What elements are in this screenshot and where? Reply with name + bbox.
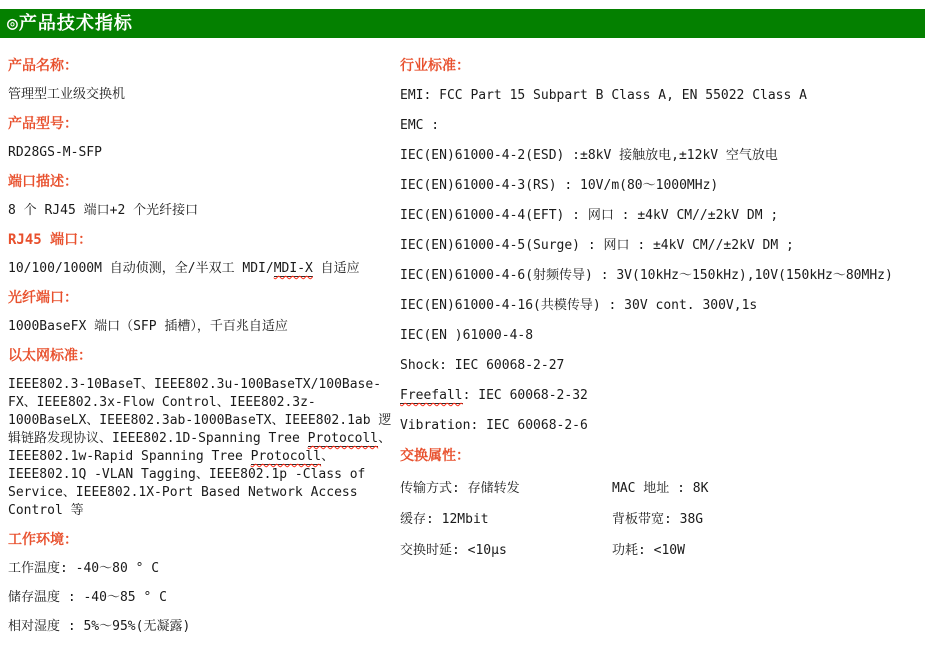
fiber-port-heading: 光纤端口：: [8, 290, 78, 306]
work-environment-line: 储存温度 : -40～85 ° C: [8, 590, 167, 605]
industry-standards-line: [400, 387, 938, 405]
rj45-port-heading: RJ45 端口：: [8, 232, 93, 248]
text-segment: IEEE802.3-10BaseT、IEEE802.3u-100BaseTX/100Base-FX、IEEE802.3x-Flow Control、IEEE802.3z-1000BaseLX、IEEE802.3ab-1000BaseTX、IEEE802.1ab 逻辑链路发现协议、IEEE802.1D-Spanning Tree: [8, 377, 392, 446]
misspelled-word: Protocoll: [250, 449, 322, 464]
misspelled-word: Protocoll: [307, 431, 379, 446]
work-environment-line: 工作温度: -40～80 ° C: [8, 561, 160, 576]
switching-properties-row: [400, 477, 938, 496]
product-name-heading: 产品名称：: [8, 58, 78, 74]
text-segment: IEC(EN )61000-4-8: [400, 328, 534, 343]
industry-standards-line: [400, 267, 938, 285]
industry-standards-line: [400, 207, 938, 225]
industry-standards-line: [400, 87, 938, 105]
switching-property: 交换时延: <10μs: [400, 543, 507, 558]
page-title: ◎产品技术指标: [7, 12, 133, 34]
industry-standards-line: [400, 357, 938, 375]
switching-properties-heading: 交换属性：: [400, 448, 470, 464]
text-segment: IEC(EN)61000-4-5(Surge) : 网口 : ±4kV CM//±2kV DM ;: [400, 238, 794, 253]
switching-property: 背板带宽: 38G: [612, 512, 704, 527]
text-segment: EMC :: [400, 118, 440, 133]
text-segment: 10/100/1000M 自动侦测，全/半双工 MDI/: [8, 261, 274, 276]
industry-standards-line: [400, 237, 938, 255]
text-segment: EMI: FCC Part 15 Subpart B Class A, EN 55022 Class A: [400, 88, 807, 103]
ethernet-standards-heading: 以太网标准：: [8, 348, 92, 364]
text-segment: : IEC 60068-2-32: [462, 388, 588, 403]
spec-content: [8, 57, 938, 647]
ethernet-standards-paragraph: [8, 376, 396, 520]
text-segment: 、IEEE802.1w-Rapid Spanning Tree: [8, 431, 392, 464]
misspelled-word: MDI-X: [273, 261, 313, 276]
industry-standards-line: [400, 417, 938, 435]
industry-standards-line: [400, 117, 938, 135]
switching-property: 功耗: <10W: [612, 543, 685, 558]
right-column: [400, 57, 938, 647]
product-model-value: RD28GS-M-SFP: [8, 145, 102, 160]
text-segment: Vibration: IEC 60068-2-6: [400, 418, 588, 433]
industry-standards-line: [400, 297, 938, 315]
industry-standards-line: [400, 327, 938, 345]
work-environment-line: 相对湿度 : 5%～95%(无凝露): [8, 619, 191, 634]
left-column: [8, 57, 396, 647]
port-description-heading: 端口描述：: [8, 174, 78, 190]
switching-property: MAC 地址 : 8K: [612, 481, 709, 496]
industry-standards-line: [400, 177, 938, 195]
text-segment: IEC(EN)61000-4-16(共模传导) : 30V cont. 300V,1s: [400, 298, 758, 313]
switching-property: 缓存: 12Mbit: [400, 512, 489, 527]
page-header-bar: [0, 9, 925, 38]
product-model-heading: 产品型号：: [8, 116, 78, 132]
text-segment: IEC(EN)61000-4-6(射频传导) : 3V(10kHz～150kHz),10V(150kHz～80MHz): [400, 268, 893, 283]
work-environment-heading: 工作环境：: [8, 532, 78, 548]
misspelled-word: Freefall: [400, 388, 463, 403]
port-description-value: 8 个 RJ45 端口+2 个光纤接口: [8, 203, 199, 218]
text-segment: 、IEEE802.1Q -VLAN Tagging、IEEE802.1p -Class of Service、IEEE802.1X-Port Based Network Access Control 等: [8, 449, 366, 518]
product-name-value: 管理型工业级交换机: [8, 87, 126, 102]
text-segment: IEC(EN)61000-4-3(RS) : 10V/m(80～1000MHz): [400, 178, 719, 193]
switching-property: 传输方式: 存储转发: [400, 481, 520, 496]
text-segment: IEC(EN)61000-4-4(EFT) : 网口 : ±4kV CM//±2kV DM ;: [400, 208, 779, 223]
switching-properties-row: [400, 508, 938, 527]
switching-properties-row: [400, 539, 938, 558]
industry-standards-line: [400, 147, 938, 165]
rj45-port-value: [8, 260, 396, 278]
industry-standards-heading: 行业标准：: [400, 58, 470, 74]
text-segment: 自适应: [312, 261, 360, 276]
text-segment: IEC(EN)61000-4-2(ESD) :±8kV 接触放电,±12kV 空气放电: [400, 148, 778, 163]
text-segment: Shock: IEC 60068-2-27: [400, 358, 565, 373]
fiber-port-value: 1000BaseFX 端口（SFP 插槽），千百兆自适应: [8, 319, 288, 334]
